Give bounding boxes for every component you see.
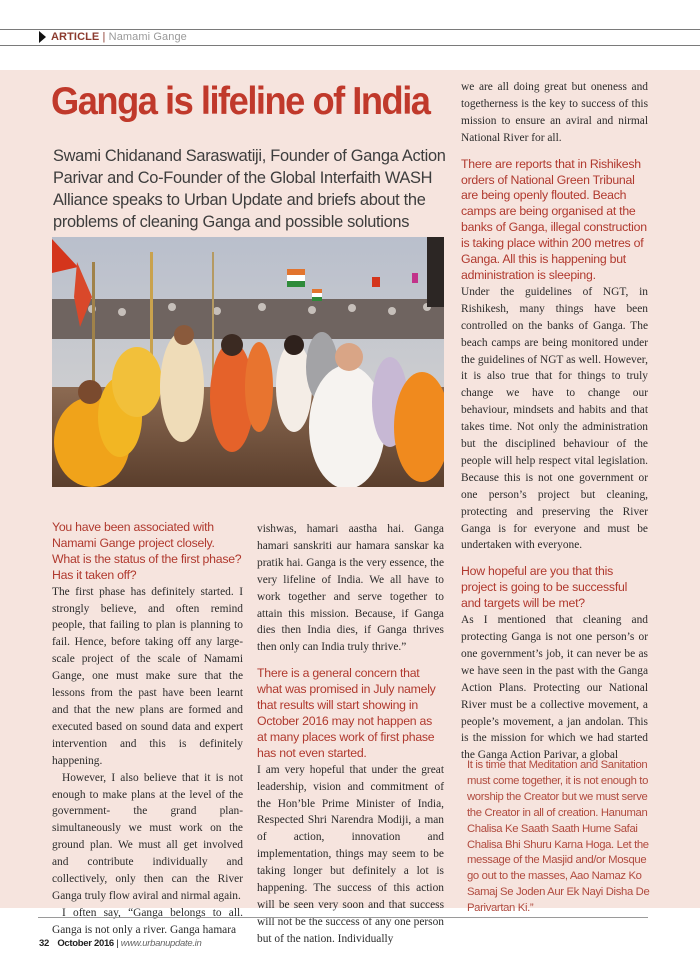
article-column-1: [52, 520, 243, 939]
answer-1-paragraph-2: However, I also believe that it is not enough to make plans at the level of the government- the grand plan- simultaneously we must work on the ground plan. We must all get involved and contribute individually and collectively, only then can the River Ganga truly flow aviral and nirmal again.: [52, 771, 243, 902]
pull-quote: It is time that Meditation and Sanitation must come together, it is not enough to worship the Creator but we must serve the Creator in all of creation. Hanuman Chalisa Ke Saath Saath Hume Safai Chalisa Bhi Shuru Karna Hoga. Let the message of the Masjid and/or Mosque go out to the masses, Aao Namaz Ko Samaj Se Joden Aur Ek Nayi Disha De Parivartan Ki.”: [467, 759, 650, 915]
interview-question-4: How hopeful are you that this project is going to be successful and targets will be met?: [461, 564, 628, 611]
section-arrow-icon: [39, 31, 46, 43]
answer-4: As I mentioned that cleaning and protecting Ganga is not one person’s or one government’s job, it can never be as we have seen in the past with the Ganga Action Plans. Protecting our National River must be a collective movement, a people’s movement, a jan andolan. This is the mission for which we had started the Ganga Action Parivar, a global: [461, 614, 648, 762]
answer-1-paragraph-1: The first phase has definitely started. I strongly believe, and often remind people, that failing to plan is planning to fail. Hence, before taking off any large-scale project of the scale of Namami Gange, one must make sure that the lessons from the past have been learnt and that the new plans are formed and executed based on sound data and expert intervention and this is definitely happening.: [52, 585, 243, 767]
article-column-3: [461, 79, 648, 764]
section-separator: |: [102, 31, 106, 43]
crowd-photo-illustration: [52, 237, 444, 487]
issue-date: October 2016: [57, 938, 114, 949]
interview-question-1: You have been associated with Namami Gange project closely. What is the status of the first phase? Has it taken off?: [52, 520, 242, 582]
publication-url[interactable]: www.urbanupdate.in: [120, 938, 202, 949]
subsection-name: Namami Gange: [108, 31, 187, 43]
section-header-bar: [0, 29, 700, 46]
answer-3: Under the guidelines of NGT, in Rishikesh, many things have been controlled on the banks of Ganga. The beach camps are being monitored under the guidelines of NGT as well. However, it is also true that for things to truly change we have to change our behaviour, mindsets and habits and that takes time. Not only the administration but the disciplined behaviour of the people will help respect vital legislation. Because this is not one government or one person’s project but cleaning, protecting and preserving the River Ganga is for everyone and must be undertaken with everyone.: [461, 285, 648, 552]
page-number: 32: [39, 938, 49, 949]
article-column-2: [257, 521, 444, 948]
answer-2: I am very hopeful that under the great leadership, vision and commitment of the Hon’ble Prime Minister of India, Respected Shri Narendra Modiji, a man of action, innovation and implementation, things may seem to be taking longer but definitely a lot is happening. The success of this action will be seen very soon and that success will not be the success of any one person but of the nation. Individually: [257, 763, 444, 945]
interview-question-3: There are reports that in Rishikesh orders of National Green Tribunal are being openly flouted. Beach camps are being organised at the banks of Ganga, illegal construction is taking place within 200 metres of Ganga. All this is happening but administration is sleeping.: [461, 156, 647, 282]
footer-separator: |: [116, 938, 119, 949]
interview-question-2: There is a general concern that what was promised in July namely that results will start showing in October 2016 may not happen as at many places work of first phase has not even started.: [257, 666, 436, 760]
answer-1-paragraph-3: I often say, “Ganga belongs to all. Ganga is not only a river. Ganga hamara: [52, 906, 243, 936]
page-footer: [39, 938, 201, 949]
footer-divider: [38, 917, 648, 918]
section-name: ARTICLE: [51, 31, 100, 43]
article-standfirst: Swami Chidanand Saraswatiji, Founder of Ganga Action Parivar and Co-Founder of the Global Interfaith WASH Alliance speaks to Urban Update and briefs about the problems of cleaning Ganga and possible solutions: [53, 147, 446, 231]
article-photo: [52, 237, 444, 487]
answer-1-continued: vishwas, hamari aastha hai. Ganga hamari sanskriti aur hamara sanskar ka pratik hai. Ganga is the very essence, the very lifeline of India. We all have to work together and serve together to attain this mission. Because, if Ganga dies then India dies, if Ganga thrives then only can India truly thrive.”: [257, 523, 444, 654]
section-label: [51, 30, 187, 45]
answer-2-continued: we are all doing great but oneness and togetherness is the key to success of this mission to ensure an aviral and nirmal National River for all.: [461, 81, 648, 144]
article-title: Ganga is lifeline of India: [51, 80, 430, 123]
